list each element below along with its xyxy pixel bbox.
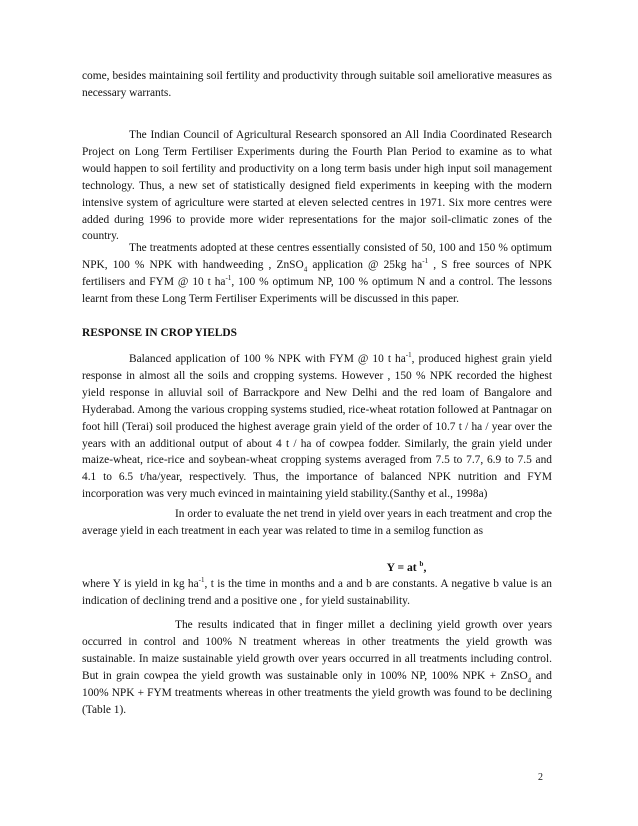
paragraph-intro-continuation	[82, 68, 552, 102]
text-segment: and 100% NPK + FYM treatments whereas in other treatments the yield growth was found to be declining (Table 1).	[82, 669, 552, 716]
formula-main: Y = at	[386, 561, 420, 574]
page-number: 2	[538, 772, 543, 783]
text-segment: , t is the time in months and a and b are constants. A negative b value is an indication of declining trend and a positive one , for yield sustainability.	[82, 578, 552, 607]
paragraph-text: In order to evaluate the net trend in yield over years in each treatment and crop the average yield in each treatment in each year was related to time in a semilog function as	[82, 508, 552, 537]
text-segment: , S free sources of NPK fertilisers and FYM @ 10 t ha	[82, 258, 552, 288]
superscript: -1	[422, 257, 429, 266]
paragraph-treatments	[82, 240, 552, 308]
subscript: 4	[527, 676, 532, 684]
superscript: -1	[198, 576, 205, 585]
superscript: -1	[225, 274, 232, 283]
paragraph-icar-project	[82, 127, 552, 245]
text-segment: Balanced application of 100 % NPK with FYM @ 10 t ha	[129, 353, 406, 365]
paragraph-crop-yields	[82, 351, 552, 503]
text-segment: The results indicated that in finger millet a declining yield growth over years occurred in control and 100% N treatment whereas in other treatments the yield growth was sustainable. In maize sustainable yield growth over years occurred in all treatments including control. But in grain cowpea the yield growth was sustainable only in 100% NP, 100% NPK + ZnSO	[82, 619, 552, 682]
formula	[0, 561, 638, 574]
paragraph-results	[82, 617, 552, 718]
subscript: 4	[303, 265, 308, 274]
superscript: -1	[405, 351, 412, 360]
paragraph-text: The Indian Council of Agricultural Research sponsored an All India Coordinated Research Project on Long Term Fertiliser Experiments during the Fourth Plan Period to examine as to what would happen to soil fertility and productivity on a long term basis under high input soil management technology. Thus, a new set of statistically designed field experiments in keeping with the modern intensive system of agriculture were started at eleven selected centres in 1971. Six more centres were added during 1996 to provide more wider representations for the major soil-climatic zones of the country.	[82, 129, 552, 243]
paragraph-text: come, besides maintaining soil fertility and productivity through suitable soil ameliorative measures as necessary warrants.	[82, 70, 552, 99]
formula-exponent: b	[419, 560, 424, 569]
text-segment: , produced highest grain yield response in almost all the soils and cropping systems. However , 150 % NPK recorded the highest yield response in alluvial soil of Barrackpore and New Delhi and the red loam of Bangalore and Hyderabad. Among the various cropping systems studied, rice-wheat rotation followed at Pantnagar on foot hill (Terai) soil produced the highest average grain yield of the order of 10.7 t / ha / year over the years with an additional output of about 4 t / ha of cowpea fodder. Similarly, the grain yield under maize-wheat, rice-rice and soybean-wheat cropping systems averaged from 7.5 to 7.7, 6.9 to 7.5 and 4.1 to 6.5 t/ha/year, respectively. Thus, the importance of balanced NPK nutrition and FYM incorporation was very much evinced in maintaining yield stability.(Santhy et al., 1998a)	[82, 353, 552, 501]
paragraph-trend-evaluation	[82, 506, 552, 540]
formula-tail: ,	[423, 561, 427, 574]
text-segment: application @ 25kg ha	[307, 258, 423, 271]
section-heading: RESPONSE IN CROP YIELDS	[82, 327, 237, 339]
paragraph-formula-definition	[82, 576, 552, 610]
text-segment: where Y is yield in kg ha	[82, 578, 199, 590]
text-segment: , 100 % optimum NP, 100 % optimum N and a control. The lessons learnt from these Long Term Fertiliser Experiments will be discussed in this paper.	[82, 275, 552, 305]
text-segment: The treatments adopted at these centres essentially consisted of 50, 100 and 150 % optimum NPK, 100 % NPK with handweeding , ZnSO	[82, 242, 552, 271]
